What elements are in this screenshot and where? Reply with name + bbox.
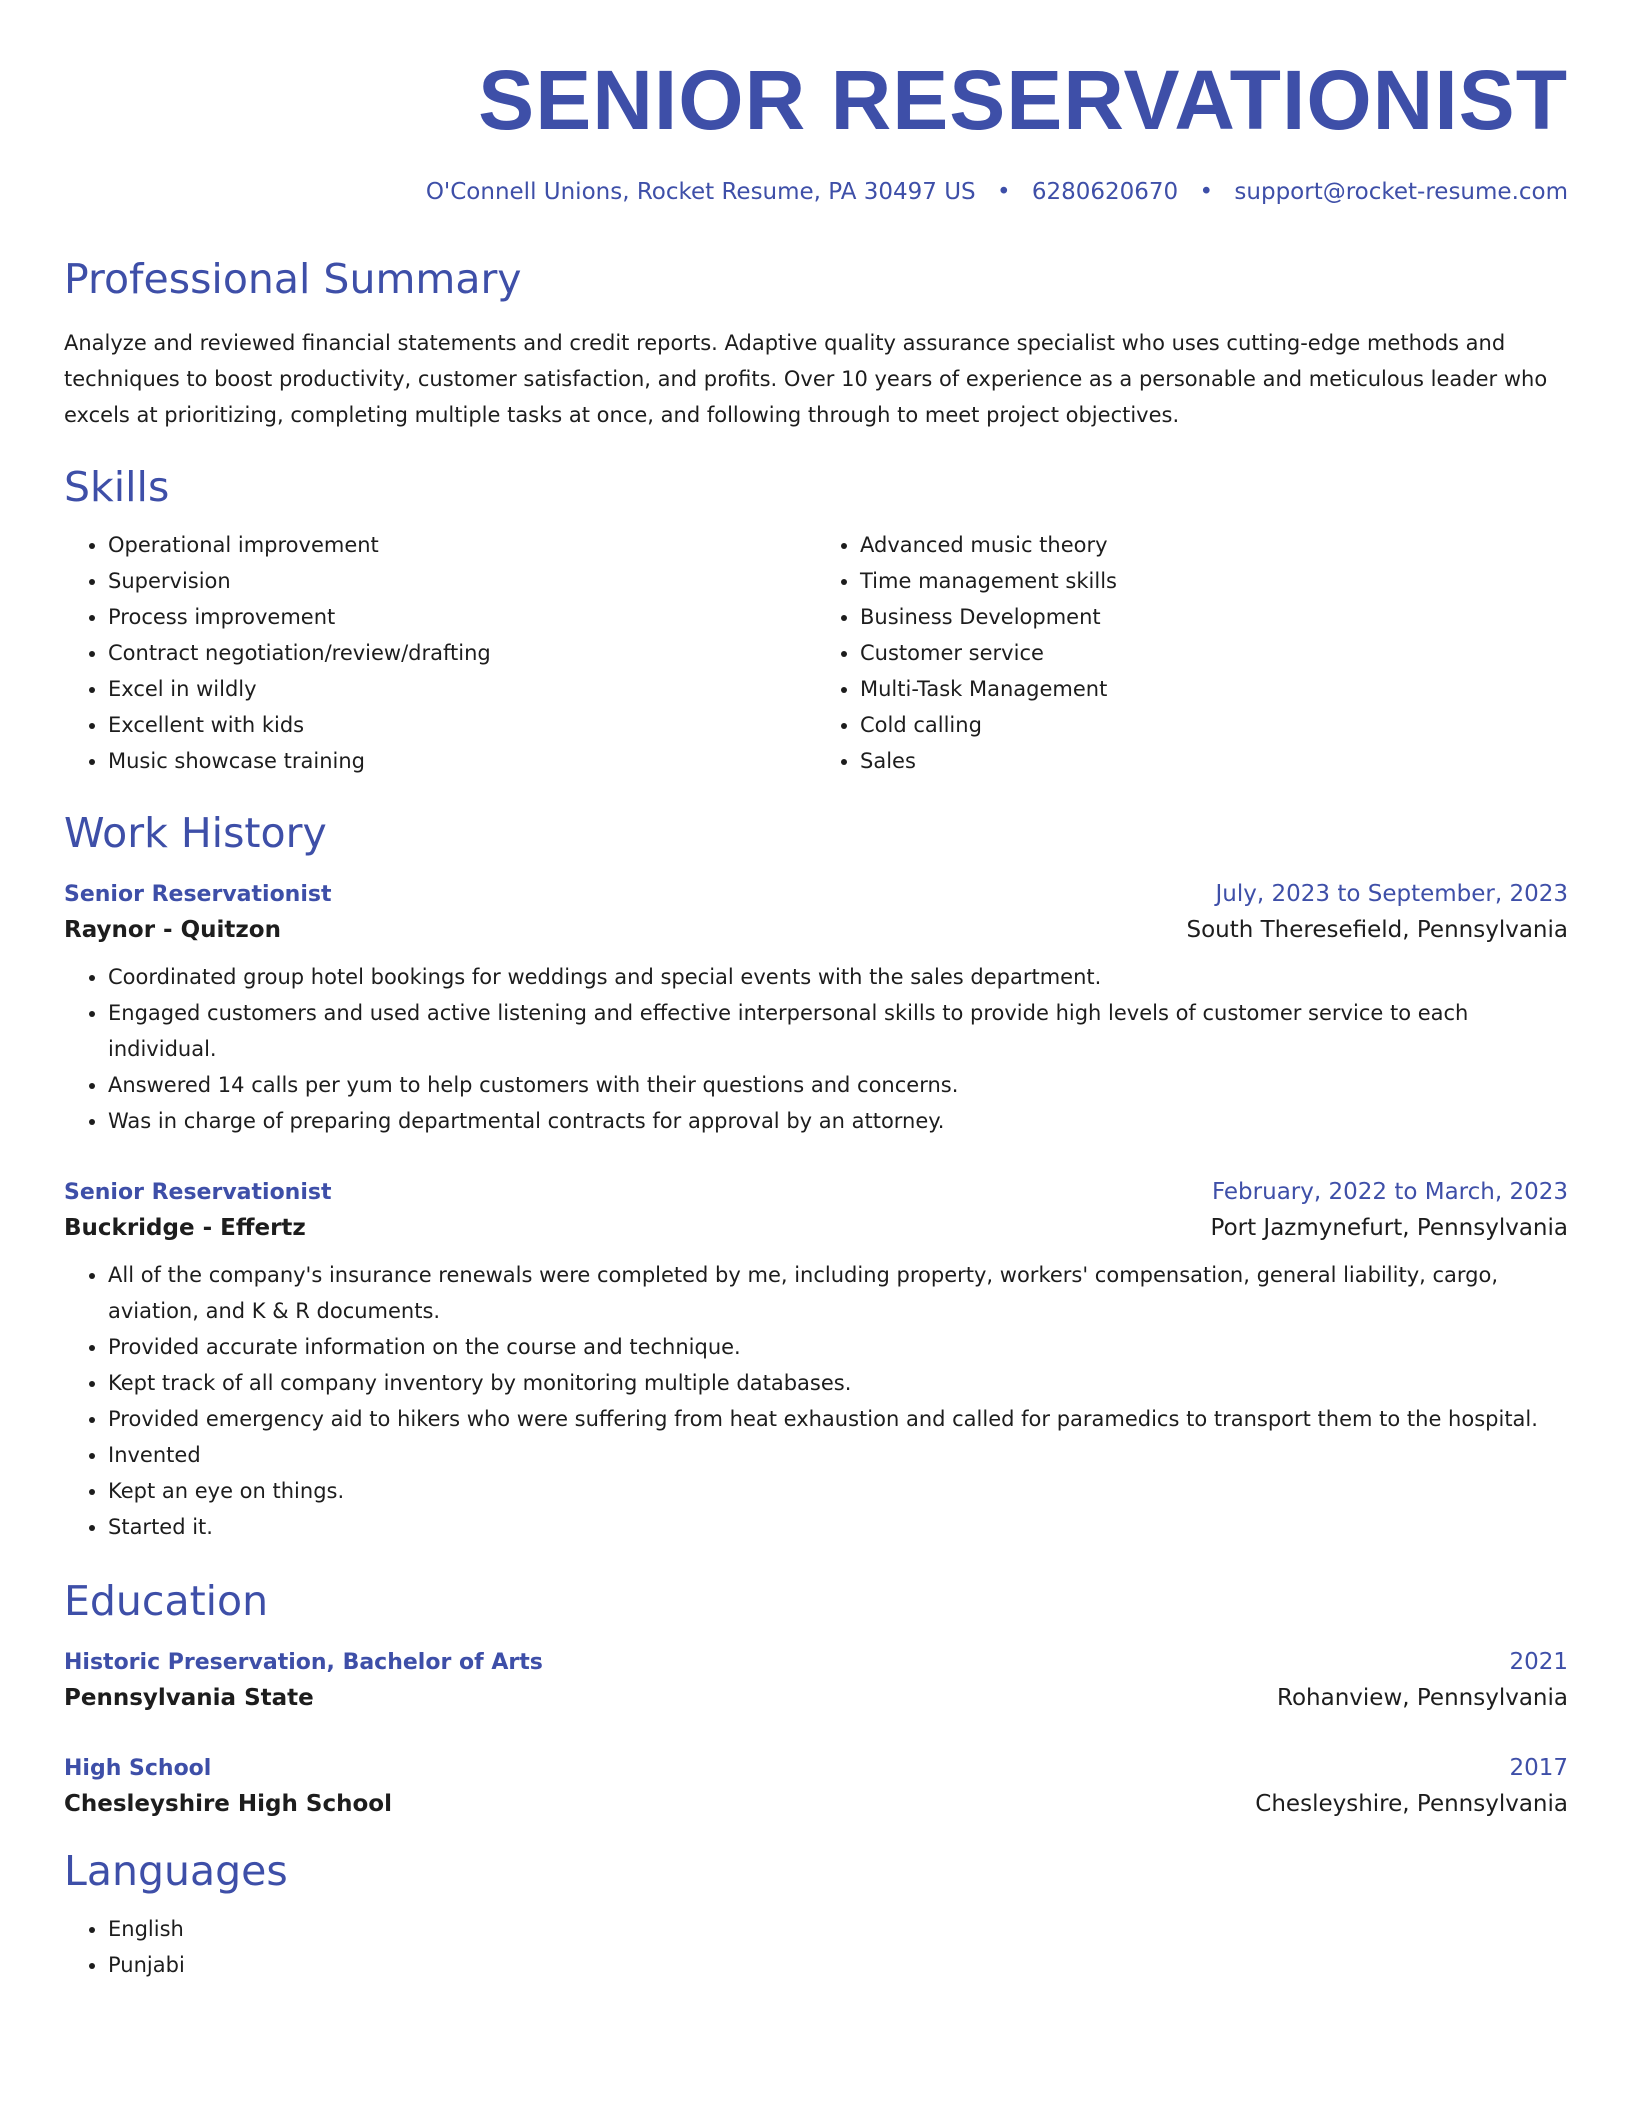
skill-item: • Advanced music theory <box>860 527 1568 563</box>
skill-item: • Music showcase training <box>108 743 816 779</box>
skills-columns <box>64 527 1568 779</box>
contact-address: O'Connell Unions, Rocket Resume, PA 30497 US <box>425 179 976 205</box>
job-bullets <box>64 959 1568 1139</box>
skill-item: • Excellent with kids <box>108 707 816 743</box>
summary-section <box>64 255 1568 433</box>
languages-section <box>64 1847 1568 1983</box>
languages-list <box>64 1911 1568 1983</box>
contact-email: support@rocket-resume.com <box>1234 179 1568 205</box>
skills-section <box>64 463 1568 779</box>
skill-item: • Operational improvement <box>108 527 816 563</box>
education-year: 2017 <box>1509 1755 1568 1781</box>
education-section <box>64 1577 1568 1817</box>
work-history-section <box>64 809 1568 1545</box>
job-bullet: • Provided accurate information on the course and technique. <box>108 1329 1568 1365</box>
education-school-row <box>64 1675 1568 1711</box>
education-degree-row <box>64 1755 1568 1781</box>
skill-item: • Process improvement <box>108 599 816 635</box>
skill-item: • Sales <box>860 743 1568 779</box>
job-bullet: • Answered 14 calls per yum to help customers with their questions and concerns. <box>108 1067 1568 1103</box>
job-title-row <box>64 881 1568 907</box>
job-bullet: • Kept track of all company inventory by monitoring multiple databases. <box>108 1365 1568 1401</box>
job-employer-row <box>64 1205 1568 1241</box>
skill-item: • Supervision <box>108 563 816 599</box>
job-entry <box>64 1179 1568 1545</box>
skill-item: • Contract negotiation/review/drafting <box>108 635 816 671</box>
job-employer: Buckridge - Effertz <box>64 1215 306 1241</box>
contact-separator: • <box>996 179 1011 205</box>
education-degree: High School <box>64 1756 212 1781</box>
skills-heading: Skills <box>64 463 170 511</box>
education-heading: Education <box>64 1577 269 1625</box>
job-bullets <box>64 1257 1568 1545</box>
education-degree-row <box>64 1649 1568 1675</box>
job-bullet: • Started it. <box>108 1509 1568 1545</box>
job-dates: July, 2023 to September, 2023 <box>1215 881 1568 907</box>
work-history-heading: Work History <box>64 809 327 857</box>
skill-item: • Business Development <box>860 599 1568 635</box>
education-location: Rohanview, Pennsylvania <box>1277 1685 1568 1711</box>
education-entry <box>64 1649 1568 1711</box>
skills-list-right <box>816 527 1568 779</box>
education-year: 2021 <box>1509 1649 1568 1675</box>
summary-heading: Professional Summary <box>64 255 522 303</box>
skills-list-left <box>64 527 816 779</box>
job-dates: February, 2022 to March, 2023 <box>1211 1179 1568 1205</box>
job-bullet: • Coordinated group hotel bookings for weddings and special events with the sales department. <box>108 959 1568 995</box>
job-bullet: • Provided emergency aid to hikers who were suffering from heat exhaustion and called for paramedics to transport them to the hospital. <box>108 1401 1568 1437</box>
skill-item: • Cold calling <box>860 707 1568 743</box>
job-location: Port Jazmynefurt, Pennsylvania <box>1210 1215 1568 1241</box>
skill-item: • Time management skills <box>860 563 1568 599</box>
job-title: Senior Reservationist <box>64 1180 332 1205</box>
education-degree: Historic Preservation, Bachelor of Arts <box>64 1650 543 1675</box>
education-entry <box>64 1755 1568 1817</box>
contact-separator: • <box>1199 179 1214 205</box>
job-employer: Raynor - Quitzon <box>64 917 281 943</box>
skill-item: • Excel in wildly <box>108 671 816 707</box>
job-title: Senior Reservationist <box>64 882 332 907</box>
languages-heading: Languages <box>64 1847 288 1895</box>
resume-header <box>64 0 1568 205</box>
education-location: Chesleyshire, Pennsylvania <box>1255 1791 1568 1817</box>
skill-item: • Customer service <box>860 635 1568 671</box>
language-item: • English <box>108 1911 1568 1947</box>
education-school: Pennsylvania State <box>64 1685 314 1711</box>
job-location: South Theresefield, Pennsylvania <box>1186 917 1568 943</box>
language-item: • Punjabi <box>108 1947 1568 1983</box>
contact-phone: 6280620670 <box>1031 179 1179 205</box>
job-entry <box>64 881 1568 1139</box>
job-employer-row <box>64 907 1568 943</box>
job-title-row <box>64 1179 1568 1205</box>
job-bullet: • Kept an eye on things. <box>108 1473 1568 1509</box>
contact-line <box>64 179 1568 205</box>
job-bullet: • Engaged customers and used active listening and effective interpersonal skills to provide high levels of customer service to each individual. <box>108 995 1568 1067</box>
candidate-title: SENIOR RESERVATIONIST <box>478 53 1568 147</box>
job-bullet: • All of the company's insurance renewals were completed by me, including property, workers' compensation, general liability, cargo, aviation, and K & R documents. <box>108 1257 1568 1329</box>
education-school-row <box>64 1781 1568 1817</box>
job-bullet: • Was in charge of preparing departmental contracts for approval by an attorney. <box>108 1103 1568 1139</box>
summary-text: Analyze and reviewed financial statements and credit reports. Adaptive quality assurance specialist who uses cutting-edge methods and techniques to boost productivity, customer satisfaction, and profits. Over 10 years of experience as a personable and meticulous leader who excels at prioritizing, completing multiple tasks at once, and following through to meet project objectives. <box>64 331 1548 427</box>
education-school: Chesleyshire High School <box>64 1791 392 1817</box>
job-bullet: • Invented <box>108 1437 1568 1473</box>
skill-item: • Multi-Task Management <box>860 671 1568 707</box>
